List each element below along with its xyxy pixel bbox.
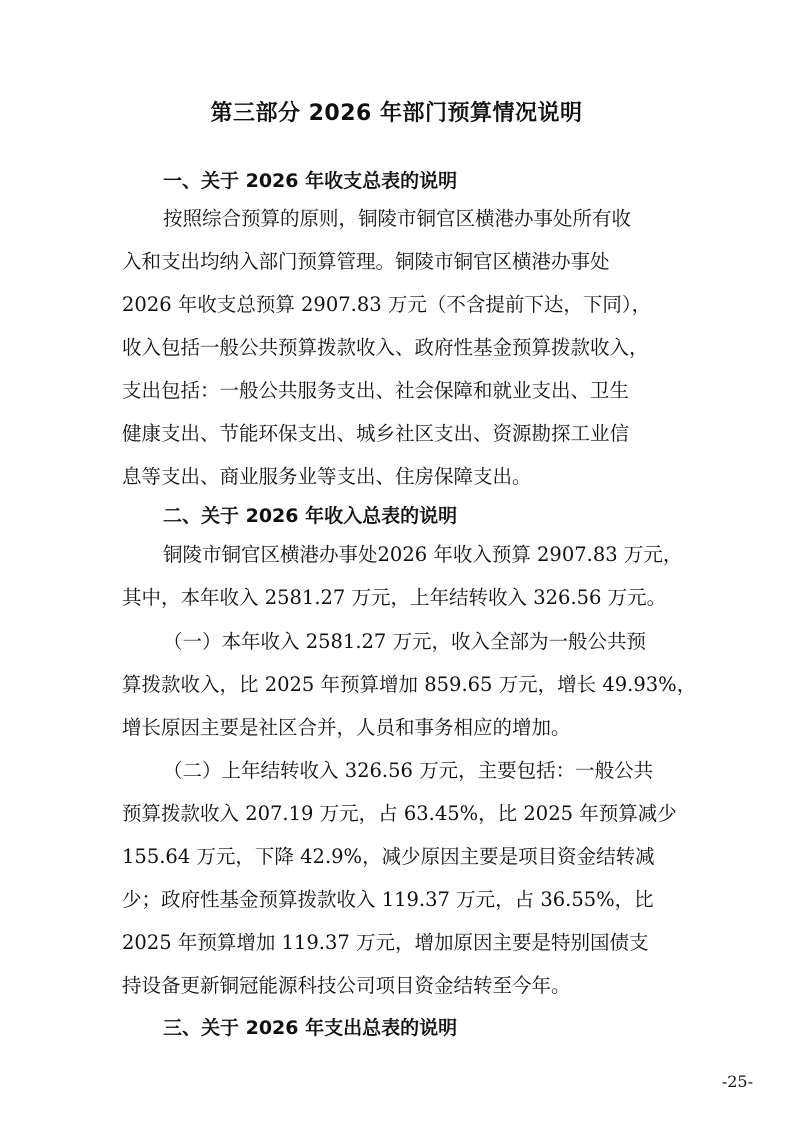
paragraph-line: 155.64 万元，下降 42.9%，减少原因主要是项目资金结转减 — [122, 845, 655, 868]
paragraph-line: 预算拨款收入 207.19 万元，占 63.45%，比 2025 年预算减少 — [122, 802, 677, 825]
paragraph-line: 铜陵市铜官区横港办事处2026 年收入预算 2907.83 万元， — [163, 543, 683, 566]
paragraph-line: 入和支出均纳入部门预算管理。铜陵市铜官区横港办事处 — [122, 250, 610, 273]
paragraph-line: 算拨款收入，比 2025 年预算增加 859.65 万元，增长 49.93%， — [122, 673, 697, 696]
paragraph-line: 收入包括一般公共预算拨款收入、政府性基金预算拨款收入， — [122, 336, 649, 359]
paragraph-line: 2025 年预算增加 119.37 万元，增加原因主要是特别国债支 — [122, 931, 649, 954]
paragraph-line: 按照综合预算的原则，铜陵市铜官区横港办事处所有收 — [163, 207, 632, 230]
section-heading-1: 一、关于 2026 年收支总表的说明 — [163, 170, 458, 192]
section-heading-2: 二、关于 2026 年收入总表的说明 — [163, 505, 458, 527]
page-number: -25- — [721, 1072, 753, 1091]
paragraph-line: 少；政府性基金预算拨款收入 119.37 万元，占 36.55%，比 — [122, 888, 654, 911]
paragraph-line: （一）本年收入 2581.27 万元，收入全部为一般公共预 — [163, 630, 647, 653]
section-heading-3: 三、关于 2026 年支出总表的说明 — [163, 1017, 458, 1039]
paragraph-line: 增长原因主要是社区合并，人员和事务相应的增加。 — [122, 716, 571, 739]
paragraph-line: 息等支出、商业服务业等支出、住房保障支出。 — [122, 465, 532, 488]
paragraph-line: （二）上年结转收入 326.56 万元，主要包括：一般公共 — [163, 759, 654, 782]
paragraph-line: 2026 年收支总预算 2907.83 万元（不含提前下达，下同）， — [122, 293, 652, 316]
paragraph-line: 支出包括：一般公共服务支出、社会保障和就业支出、卫生 — [122, 379, 630, 402]
page-title: 第三部分 2026 年部门预算情况说明 — [210, 101, 583, 126]
paragraph-line: 健康支出、节能环保支出、城乡社区支出、资源勘探工业信 — [122, 422, 630, 445]
paragraph-line: 其中，本年收入 2581.27 万元，上年结转收入 326.56 万元。 — [122, 586, 667, 609]
paragraph-line: 持设备更新铜冠能源科技公司项目资金结转至今年。 — [122, 974, 571, 997]
